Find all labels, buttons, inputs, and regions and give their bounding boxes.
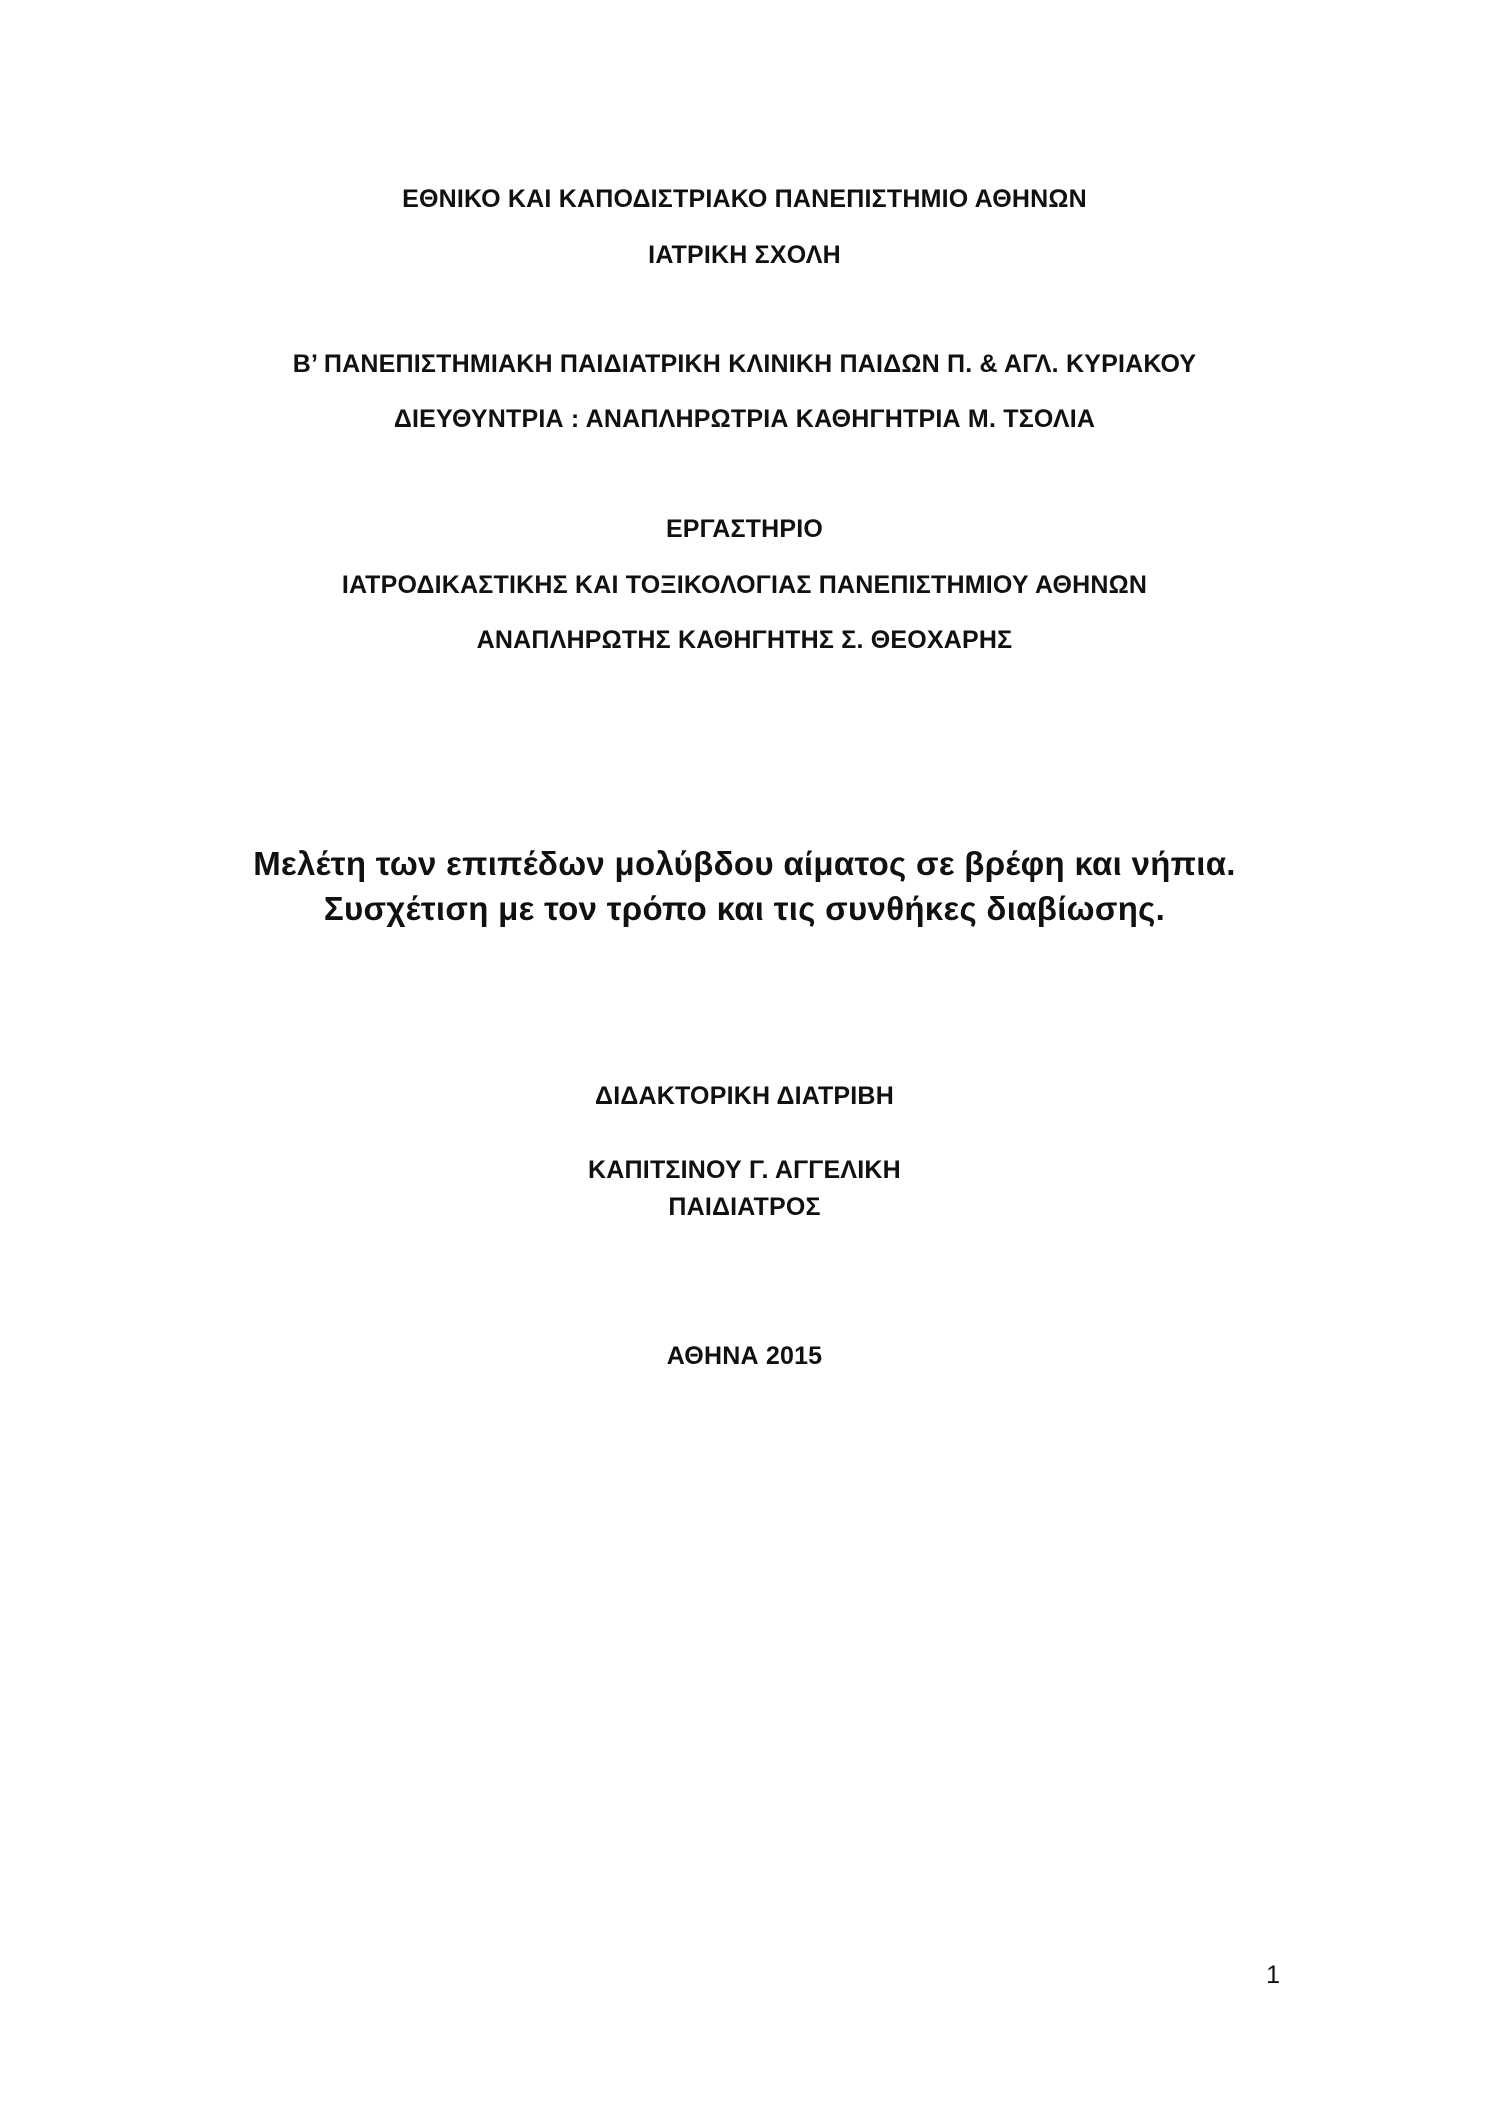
author-name: ΚΑΠΙΤΣΙΝΟΥ Γ. ΑΓΓΕΛΙΚΗ — [588, 1156, 901, 1184]
thesis-type: ΔΙΔΑΚΤΟΡΙΚΗ ΔΙΑΤΡΙΒΗ — [595, 1082, 894, 1110]
laboratory-name: ΙΑΤΡΟΔΙΚΑΣΤΙΚΗΣ ΚΑΙ ΤΟΞΙΚΟΛΟΓΙΑΣ ΠΑΝΕΠΙΣΤΗΜΙΟΥ ΑΘΗΝΩΝ — [341, 571, 1148, 599]
laboratory-head: ΑΝΑΠΛΗΡΩΤΗΣ ΚΑΘΗΓΗΤΗΣ Σ. ΘΕΟΧΑΡΗΣ — [476, 626, 1013, 654]
page-number: 1 — [1266, 1961, 1280, 1989]
university-name: ΕΘΝΙΚΟ ΚΑΙ ΚΑΠΟΔΙΣΤΡΙΑΚΟ ΠΑΝΕΠΙΣΤΗΜΙΟ ΑΘΗΝΩΝ — [402, 185, 1087, 213]
author-profession: ΠΑΙΔΙΑΤΡΟΣ — [668, 1193, 821, 1221]
thesis-title-line-1: Μελέτη των επιπέδων μολύβδου αίματος σε βρέφη και νήπια. — [253, 845, 1236, 882]
thesis-title-line-2: Συσχέτιση με τον τρόπο και τις συνθήκες διαβίωσης. — [323, 890, 1166, 927]
laboratory-label: ΕΡΓΑΣΤΗΡΙΟ — [665, 515, 824, 543]
clinic-name: Β’ ΠΑΝΕΠΙΣΤΗΜΙΑΚΗ ΠΑΙΔΙΑΤΡΙΚΗ ΚΛΙΝΙΚΗ ΠΑΙΔΩΝ Π. & ΑΓΛ. ΚΥΡΙΑΚΟΥ — [292, 350, 1197, 378]
school-name: ΙΑΤΡΙΚΗ ΣΧΟΛΗ — [648, 241, 841, 269]
place-and-date: ΑΘΗΝΑ 2015 — [666, 1342, 823, 1370]
clinic-director: ΔΙΕΥΘΥΝΤΡΙΑ : ΑΝΑΠΛΗΡΩΤΡΙΑ ΚΑΘΗΓΗΤΡΙΑ Μ. ΤΣΟΛΙΑ — [393, 405, 1096, 433]
